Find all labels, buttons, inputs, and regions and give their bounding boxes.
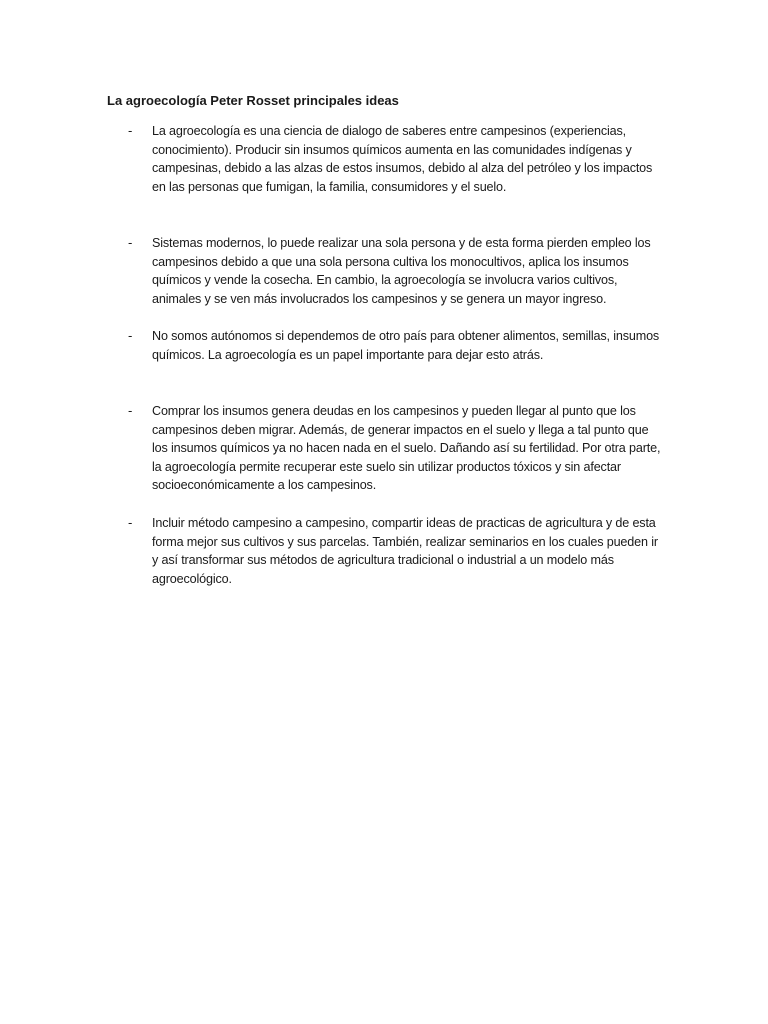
bullet-marker: - xyxy=(128,123,133,138)
bullet-marker: - xyxy=(128,403,133,418)
bullet-item-5: Incluir método campesino a campesino, compartir ideas de practicas de agricultura y de esta forma mejor sus cultivos y sus parcelas. También, realizar seminarios en los cuales pueden ir y así transformar sus métodos de agricultura tradicional o industrial a un modelo más agroecológico. xyxy=(152,516,658,586)
bullet-item-4: Comprar los insumos genera deudas en los campesinos y pueden llegar al punto que los campesinos deben migrar. Además, de generar impactos en el suelo y llega a tal punto que los insumos químicos ya no hacen nada en el suelo. Dañando así su fertilidad. Por otra parte, la agroecología permite recuperar este suelo sin utilizar productos tóxicos y sin afectar socioeconómicamente a los campesinos. xyxy=(152,404,661,493)
bullet-item-1: La agroecología es una ciencia de dialogo de saberes entre campesinos (experiencias, conocimiento). Producir sin insumos químicos aumenta en las comunidades indígenas y campesinas, debido a las alzas de estos insumos, debido al alza del petróleo y los impactos en las personas que fumigan, la familia, consumidores y el suelo. xyxy=(152,124,653,194)
bullet-marker: - xyxy=(128,235,133,250)
bullet-marker: - xyxy=(128,328,133,343)
document-title: La agroecología Peter Rosset principales ideas xyxy=(107,93,399,108)
bullet-item-2: Sistemas modernos, lo puede realizar una sola persona y de esta forma pierden empleo los campesinos debido a que una sola persona cultiva los monocultivos, aplica los insumos químicos y vende la cosecha. En cambio, la agroecología se involucra varios cultivos, animales y se ven más involucrados los campesinos y se genera un mayor ingreso. xyxy=(152,236,651,306)
bullet-item-3: No somos autónomos si dependemos de otro país para obtener alimentos, semillas, insumos químicos. La agroecología es un papel importante para dejar esto atrás. xyxy=(152,329,660,362)
bullet-marker: - xyxy=(128,515,133,530)
